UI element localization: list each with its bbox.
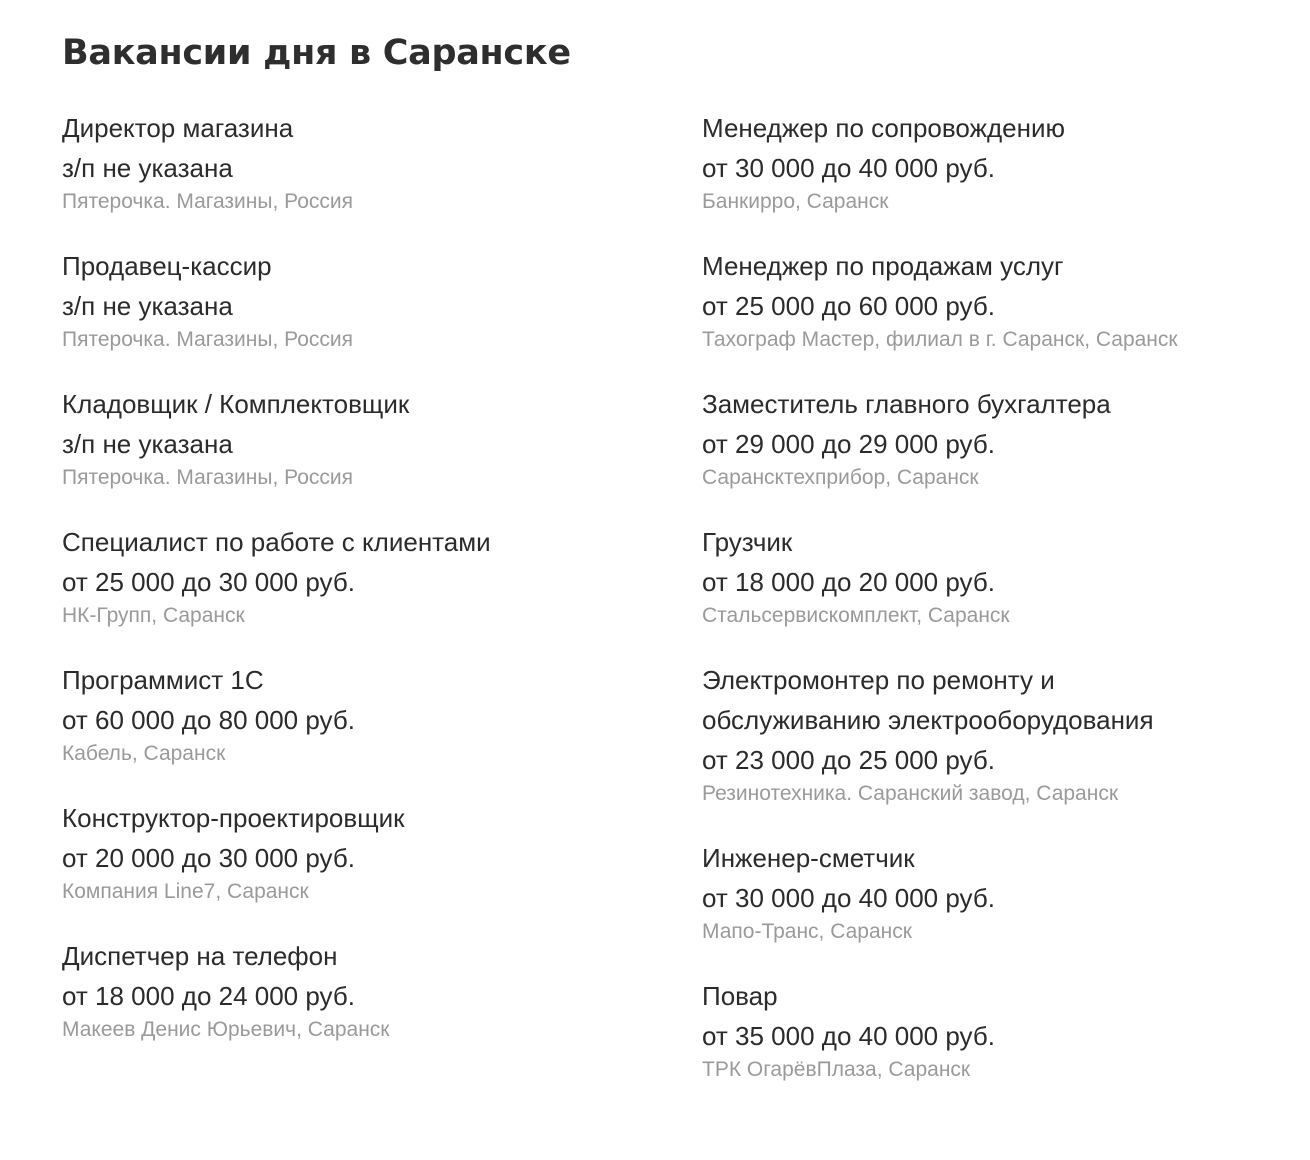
page-title: Вакансии дня в Саранске: [62, 33, 571, 73]
vacancy-item: [702, 660, 1292, 808]
vacancy-company: Пятерочка. Магазины, Россия: [62, 328, 353, 351]
vacancy-item: [62, 936, 702, 1044]
vacancy-title-link[interactable]: Программист 1С: [62, 665, 264, 695]
vacancy-salary: от 23 000 до 25 000 руб.: [702, 745, 995, 775]
vacancy-company: ТРК ОгарёвПлаза, Саранск: [702, 1058, 971, 1081]
vacancy-salary: от 20 000 до 30 000 руб.: [62, 843, 355, 873]
vacancy-company: Мапо-Транс, Саранск: [702, 920, 912, 943]
vacancy-company: Кабель, Саранск: [62, 742, 226, 765]
vacancy-company: Сарансктехприбор, Саранск: [702, 466, 979, 489]
vacancy-salary: от 35 000 до 40 000 руб.: [702, 1021, 995, 1051]
vacancy-company: Компания Line7, Саранск: [62, 880, 309, 903]
vacancy-title-link[interactable]: Конструктор-проектировщик: [62, 803, 405, 833]
vacancy-title-link[interactable]: Диспетчер на телефон: [62, 941, 338, 971]
vacancy-column-left: [62, 108, 702, 1114]
vacancy-salary: от 18 000 до 24 000 руб.: [62, 981, 355, 1011]
vacancy-company: Резинотехника. Саранский завод, Саранск: [702, 782, 1119, 805]
vacancy-salary: от 25 000 до 30 000 руб.: [62, 567, 355, 597]
vacancy-item: [702, 384, 1292, 492]
vacancy-salary: от 29 000 до 29 000 руб.: [702, 429, 995, 459]
vacancy-salary: з/п не указана: [62, 291, 233, 321]
vacancy-item: [702, 838, 1292, 946]
vacancy-salary: от 30 000 до 40 000 руб.: [702, 883, 995, 913]
vacancy-salary: з/п не указана: [62, 153, 233, 183]
vacancy-title-link[interactable]: Инженер-сметчик: [702, 843, 915, 873]
vacancy-title-link[interactable]: Электромонтер по ремонту и обслуживанию электрооборудования: [702, 665, 1154, 735]
vacancy-title-link[interactable]: Менеджер по продажам услуг: [702, 251, 1064, 281]
vacancy-item: [62, 798, 702, 906]
vacancy-column-right: [702, 108, 1292, 1114]
vacancy-item: [62, 660, 702, 768]
vacancy-company: Макеев Денис Юрьевич, Саранск: [62, 1018, 390, 1041]
vacancy-item: [702, 246, 1292, 354]
vacancy-title-link[interactable]: Менеджер по сопровождению: [702, 113, 1065, 143]
vacancy-salary: от 25 000 до 60 000 руб.: [702, 291, 995, 321]
vacancy-company: НК-Групп, Саранск: [62, 604, 245, 627]
vacancy-item: [62, 522, 702, 630]
vacancy-item: [702, 976, 1292, 1084]
vacancy-item: [62, 384, 702, 492]
vacancy-title-link[interactable]: Директор магазина: [62, 113, 294, 143]
vacancy-salary: з/п не указана: [62, 429, 233, 459]
vacancy-title-link[interactable]: Повар: [702, 981, 778, 1011]
vacancy-item: [62, 108, 702, 216]
vacancy-salary: от 60 000 до 80 000 руб.: [62, 705, 355, 735]
vacancy-company: Тахограф Мастер, филиал в г. Саранск, Саранск: [702, 328, 1178, 351]
vacancy-title-link[interactable]: Специалист по работе с клиентами: [62, 527, 491, 557]
vacancy-item: [702, 108, 1292, 216]
vacancy-title-link[interactable]: Продавец-кассир: [62, 251, 272, 281]
vacancy-item: [62, 246, 702, 354]
vacancy-title-link[interactable]: Грузчик: [702, 527, 793, 557]
vacancy-company: Стальсервискомплект, Саранск: [702, 604, 1010, 627]
vacancy-salary: от 18 000 до 20 000 руб.: [702, 567, 995, 597]
vacancy-company: Пятерочка. Магазины, Россия: [62, 190, 353, 213]
vacancy-columns: [62, 108, 1292, 1114]
vacancy-company: Банкирро, Саранск: [702, 190, 889, 213]
vacancy-salary: от 30 000 до 40 000 руб.: [702, 153, 995, 183]
vacancy-title-link[interactable]: Кладовщик / Комплектовщик: [62, 389, 410, 419]
vacancy-title-link[interactable]: Заместитель главного бухгалтера: [702, 389, 1111, 419]
vacancy-company: Пятерочка. Магазины, Россия: [62, 466, 353, 489]
vacancy-item: [702, 522, 1292, 630]
